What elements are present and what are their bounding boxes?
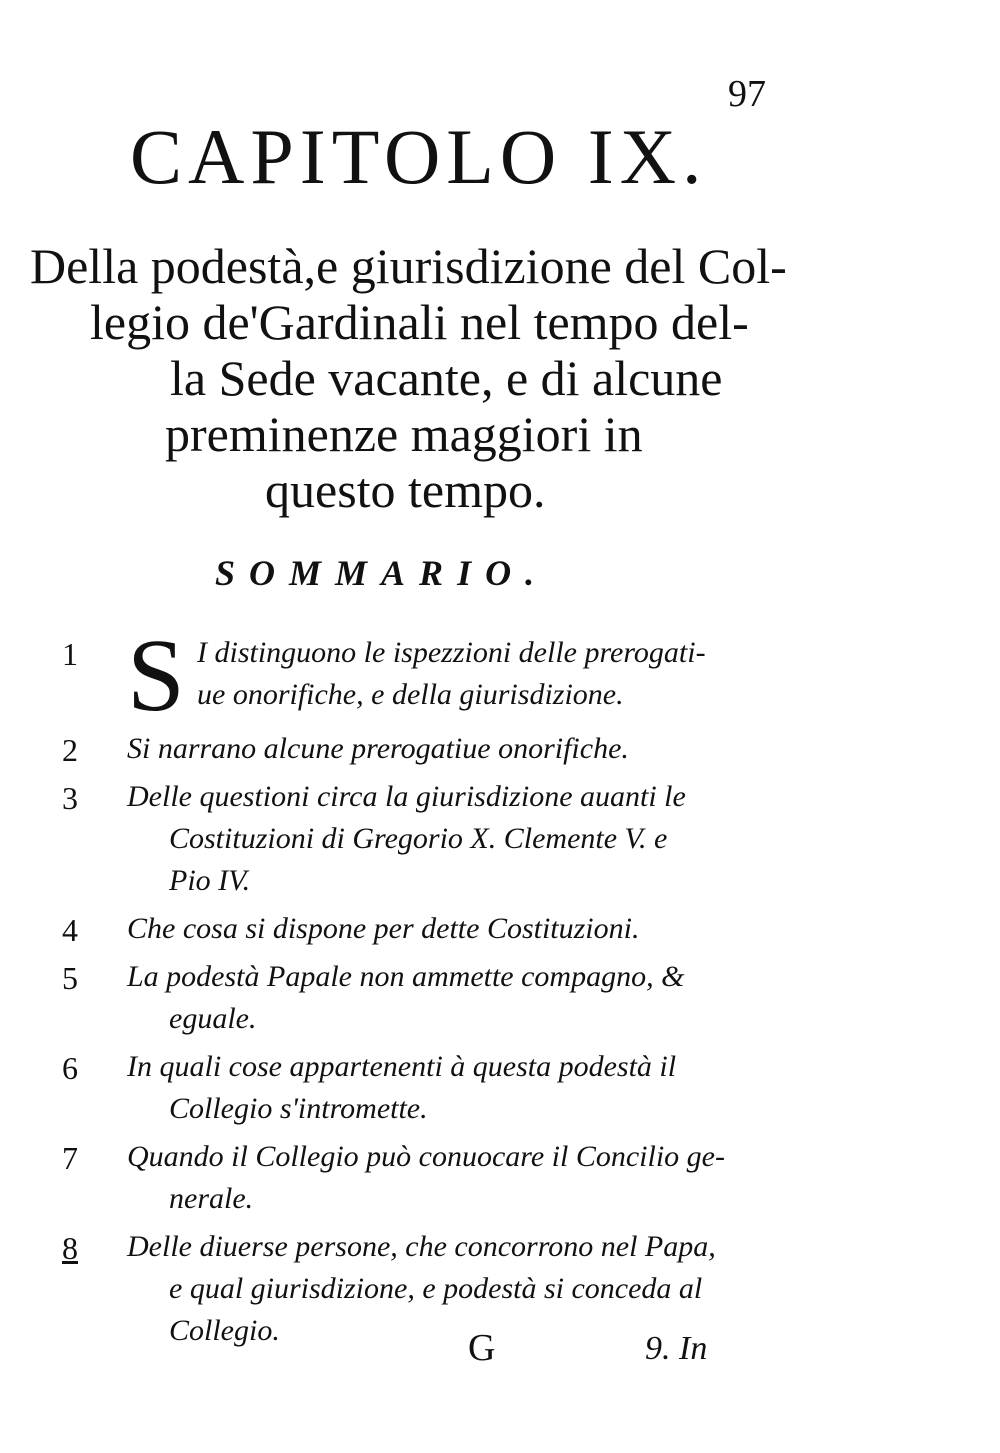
item-line: Delle questioni circa la giurisdizione auanti le	[127, 780, 686, 813]
heading-line: la Sede vacante, e di alcune	[170, 350, 723, 406]
item-number: 5	[62, 960, 78, 996]
item-line: Delle diuerse persone, che concorrono nel Papa,	[127, 1230, 716, 1263]
item-number: 8	[62, 1230, 78, 1266]
summary-title: SOMMARIO.	[215, 553, 549, 593]
item-text	[127, 776, 767, 902]
summary-item	[0, 1046, 800, 1130]
item-line: ue onorifiche, e della giurisdizione.	[197, 678, 624, 711]
chapter-heading	[30, 238, 787, 518]
item-number: 6	[62, 1050, 78, 1086]
item-number: 3	[62, 780, 78, 816]
drop-cap: S	[127, 618, 185, 733]
signature-mark: G	[468, 1327, 496, 1369]
heading-line: preminenze maggiori in	[165, 406, 643, 462]
item-line: I distinguono le ispezzioni delle prerogati-	[197, 636, 706, 669]
item-text	[127, 1046, 767, 1130]
item-line: Collegio s'intromette.	[169, 1092, 428, 1125]
item-line: Pio IV.	[169, 864, 251, 897]
item-line: Che cosa si dispone per dette Costituzioni.	[127, 912, 640, 945]
summary-list	[0, 618, 800, 1358]
summary-item	[0, 618, 800, 733]
item-line: Collegio.	[169, 1314, 280, 1347]
summary-item	[0, 956, 800, 1040]
item-number: 1	[62, 636, 78, 672]
item-line: nerale.	[169, 1182, 254, 1215]
item-line: In quali cose appartenenti à questa podestà il	[127, 1050, 677, 1083]
page-number: 97	[728, 73, 766, 115]
item-number: 4	[62, 912, 78, 948]
chapter-title: CAPITOLO IX.	[130, 113, 708, 200]
item-line: eguale.	[169, 1002, 257, 1035]
item-number: 2	[62, 732, 78, 768]
summary-item	[0, 776, 800, 902]
heading-line: questo tempo.	[265, 462, 546, 518]
catchword: 9. In	[645, 1330, 708, 1367]
summary-item	[0, 1136, 800, 1220]
item-line: Quando il Collegio può conuocare il Concilio ge-	[127, 1140, 725, 1173]
item-line: e qual giurisdizione, e podestà si conceda al	[169, 1272, 703, 1305]
item-line: Si narrano alcune prerogatiue onorifiche.	[127, 732, 629, 765]
summary-item	[0, 728, 800, 770]
item-text	[127, 956, 767, 1040]
item-line: La podestà Papale non ammette compagno, &	[127, 960, 685, 993]
heading-line: Della podestà,e giurisdizione del Col-	[30, 238, 787, 294]
summary-item	[0, 908, 800, 950]
item-number: 7	[62, 1140, 78, 1176]
heading-line: legio de'Gardinali nel tempo del-	[90, 294, 749, 350]
item-text	[127, 908, 767, 950]
item-text	[127, 632, 767, 716]
item-text	[127, 728, 767, 770]
item-line: Costituzioni di Gregorio X. Clemente V. e	[169, 822, 668, 855]
item-text	[127, 1136, 767, 1220]
